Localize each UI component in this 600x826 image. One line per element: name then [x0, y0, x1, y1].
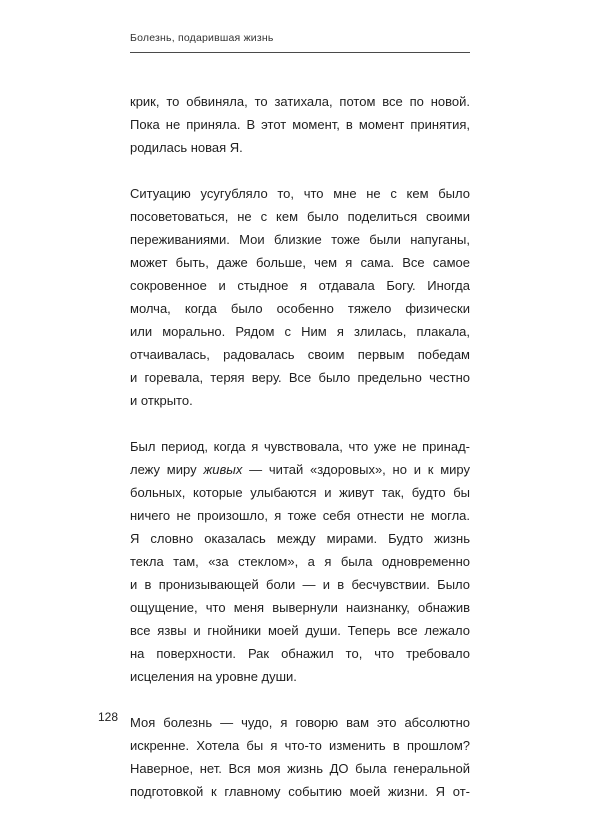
italic-word: живых — [203, 462, 243, 477]
text-line: может быть, даже больше, чем я сама. Все самое — [130, 255, 470, 270]
header-rule — [130, 52, 470, 53]
text-line: посоветоваться, не с кем было поделиться своими — [130, 209, 470, 224]
text-line: больных, которые улыбаются и живут так, будто бы — [130, 485, 470, 500]
paragraph-1 — [130, 90, 470, 159]
text-line: и горевала, теряя веру. Все было предельно честно — [130, 370, 470, 385]
running-header: Болезнь, подарившая жизнь — [130, 32, 274, 44]
text-line: на поверхности. Рак обнажил то, что требовало — [130, 646, 470, 661]
text-line — [130, 458, 470, 481]
text-line: и открыто. — [130, 393, 193, 408]
text-line: ощущение, что меня вывернули наизнанку, обнажив — [130, 600, 470, 615]
text-line: Был период, когда я чувствовала, что уже не принад- — [130, 439, 470, 454]
text-line: текла там, «за стеклом», а я была одновременно — [130, 554, 470, 569]
text-line: ничего не произошло, я тоже себя отнести не могла. — [130, 508, 470, 523]
paragraph-4 — [130, 711, 470, 803]
text-line: искренне. Хотела бы я что-то изменить в прошлом? — [130, 738, 470, 753]
text-line: исцеления на уровне души. — [130, 669, 297, 684]
text-line: переживаниями. Мои близкие тоже были напуганы, — [130, 232, 470, 247]
text-line: или морально. Рядом с Ним я злилась, плакала, — [130, 324, 470, 339]
text-line: родилась новая Я. — [130, 140, 243, 155]
text-line: все язвы и гнойники моей души. Теперь все лежало — [130, 623, 470, 638]
page-number: 128 — [98, 710, 119, 724]
text-line: Ситуацию усугубляло то, что мне не с кем было — [130, 186, 470, 201]
text-run: — читай «здоровых», но и к миру — [242, 462, 470, 477]
text-line: и в пронизывающей боли — и в бесчувствии. Было — [130, 577, 470, 592]
paragraph-2 — [130, 182, 470, 412]
text-line: отчаивалась, радовалась своим первым победам — [130, 347, 470, 362]
text-line: Наверное, нет. Вся моя жизнь ДО была генеральной — [130, 761, 470, 776]
text-line: сокровенное и стыдное я отдавала Богу. Иногда — [130, 278, 470, 293]
text-line: Я словно оказалась между мирами. Будто жизнь — [130, 531, 470, 546]
text-line: крик, то обвиняла, то затихала, потом все по новой. — [130, 94, 470, 109]
text-line: Пока не приняла. В этот момент, в момент принятия, — [130, 117, 470, 132]
text-line: подготовкой к главному событию моей жизни. Я от- — [130, 784, 470, 799]
text-run: лежу миру — [130, 462, 204, 477]
text-line: молча, когда было особенно тяжело физически — [130, 301, 470, 316]
text-line: Моя болезнь — чудо, я говорю вам это абсолютно — [130, 715, 470, 730]
body-text — [130, 90, 470, 826]
paragraph-3 — [130, 435, 470, 688]
